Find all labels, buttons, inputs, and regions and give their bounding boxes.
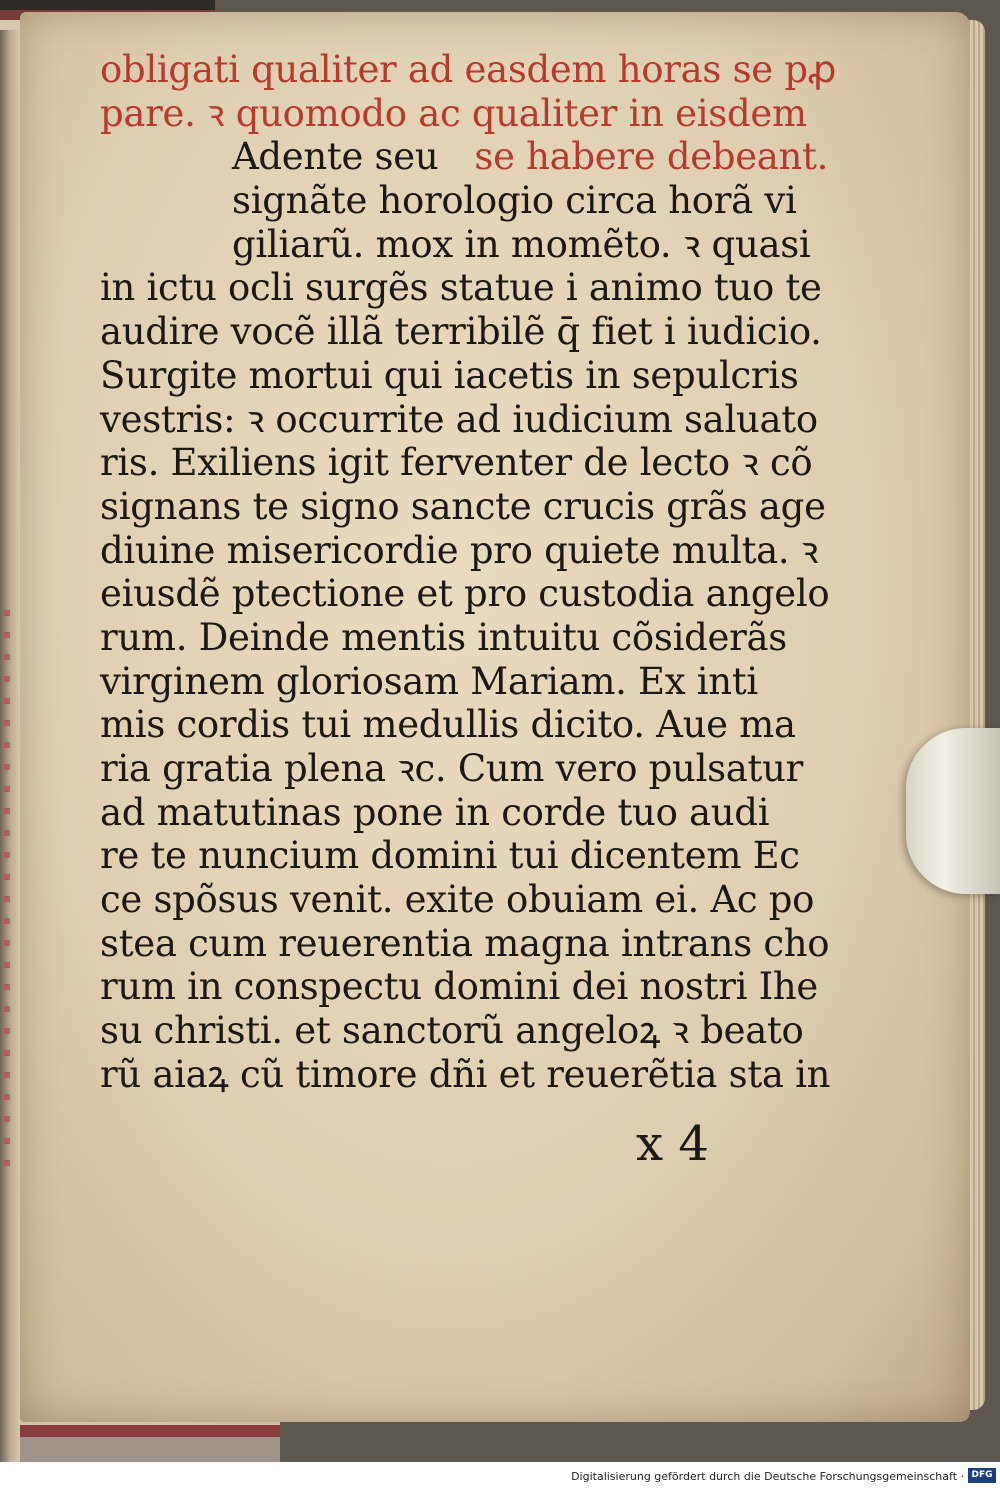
text-line: su christi. et sanctorũ angeloꝝ ꝛ beato bbox=[100, 1009, 804, 1053]
text-line: re te nuncium domini tui dicentem Ec bbox=[100, 834, 800, 878]
text-block bbox=[100, 48, 840, 1097]
text-line: ria gratia plena ꝛc. Cum vero pulsatur bbox=[100, 747, 804, 790]
text-line: ad matutinas pone in corde tuo audi bbox=[100, 790, 770, 834]
text-line: ris. Exiliens igit ferventer de lecto ꝛ cõ bbox=[100, 441, 813, 485]
text-line: diuine misericordie pro quiete multa. ꝛ bbox=[100, 528, 819, 572]
text-line: giliarũ. mox in momẽto. ꝛ quasi bbox=[232, 222, 811, 266]
initial-phrase: Adente seu bbox=[232, 135, 439, 179]
signature-mark: x 4 bbox=[636, 1116, 709, 1172]
text-line: eiusdẽ ptectione et pro custodia angelo bbox=[100, 572, 830, 616]
text-line: vestris: ꝛ occurrite ad iudicium saluato bbox=[100, 397, 818, 441]
text-line: rum. Deinde mentis intuitu cõsiderãs bbox=[100, 615, 787, 659]
text-line: mis cordis tui medullis dicito. Aue ma bbox=[100, 703, 796, 747]
heading-line: obligati qualiter ad easdem horas se pꝓ bbox=[100, 48, 837, 91]
binding-red-trim bbox=[4, 610, 10, 1170]
text-line: rũ aiaꝝ cũ timore dñi et reuerẽtia sta in bbox=[100, 1052, 831, 1096]
footer-credit: Digitalisierung gefördert durch die Deutsche Forschungsgemeinschaft · bbox=[571, 1470, 964, 1483]
text-line: signans te signo sancte crucis grãs age bbox=[100, 484, 826, 528]
dfg-logo-icon: DFG bbox=[968, 1468, 996, 1483]
text-line: Surgite mortui qui iacetis in sepulcris bbox=[100, 353, 799, 397]
text-line: ce spõsus venit. exite obuiam ei. Ac po bbox=[100, 878, 815, 922]
text-line bbox=[232, 135, 840, 179]
text-line: in ictu ocli surgẽs statue i animo tuo te bbox=[100, 266, 822, 310]
book-clasp bbox=[906, 728, 1000, 894]
binding-bottom-band bbox=[20, 1415, 280, 1462]
text-line: rum in conspectu domini dei nostri Ihe bbox=[100, 965, 819, 1009]
text-line: virginem gloriosam Mariam. Ex inti bbox=[100, 659, 758, 703]
text-line: stea cum reuerentia magna intrans cho bbox=[100, 921, 830, 965]
rubric-phrase: se habere debeant. bbox=[474, 135, 829, 179]
heading-line: pare. ꝛ quomodo ac qualiter in eisdem bbox=[100, 91, 807, 135]
footer-bar bbox=[0, 1462, 1000, 1490]
text-line: audire vocẽ illã terribilẽ q̄ fiet i iudicio. bbox=[100, 310, 822, 354]
text-line: signãte horologio circa horã vi bbox=[232, 179, 797, 223]
